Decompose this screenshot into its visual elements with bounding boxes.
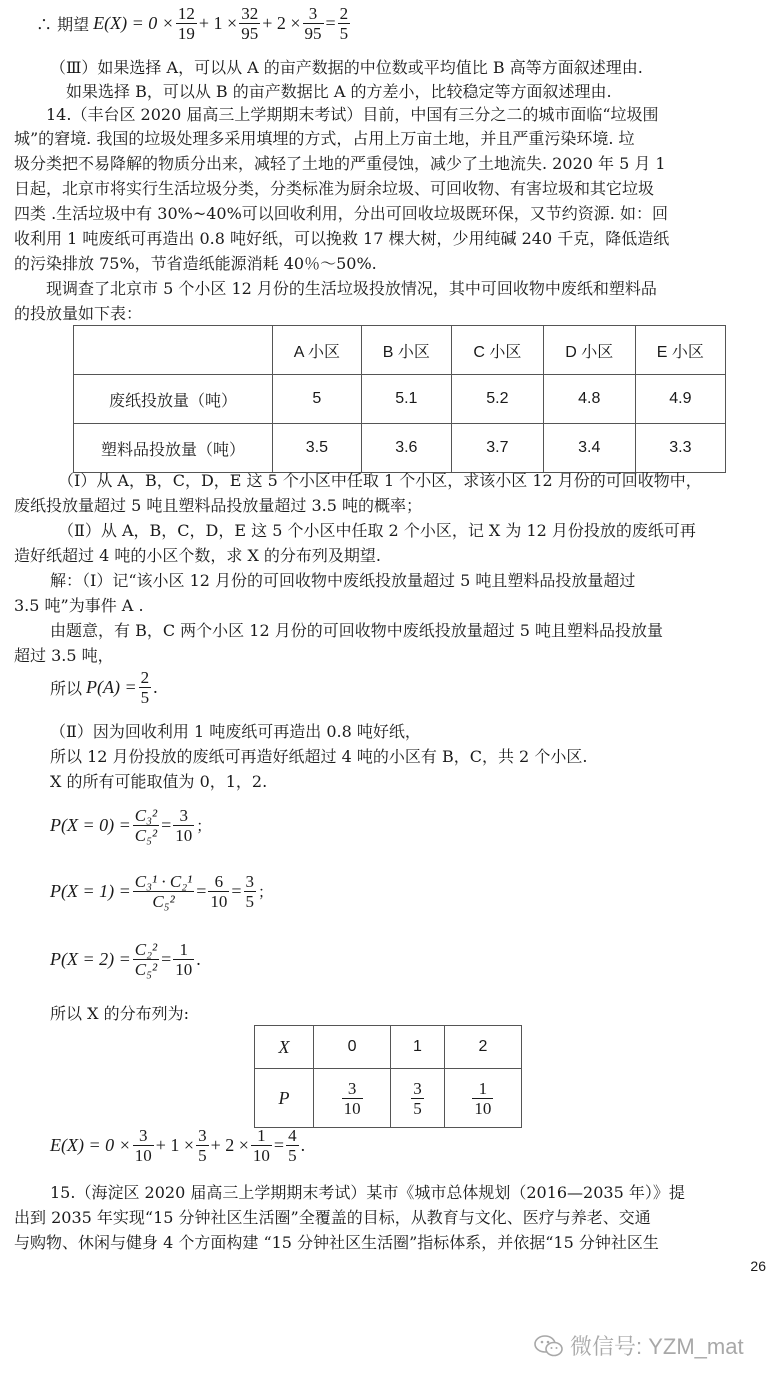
fraction: $\frac{4}{5}$	[288, 1126, 297, 1165]
period: .	[196, 949, 201, 969]
table-cell	[444, 1069, 521, 1128]
table-row	[74, 375, 726, 424]
q14-line-9: 的投放量如下表：	[14, 304, 143, 323]
punctuation: ；	[258, 883, 274, 901]
px2-equation	[50, 940, 201, 979]
solution-part2-line-1: （Ⅱ）因为回收利用 1 吨废纸可再造出 0.8 吨好纸，	[50, 722, 421, 741]
equation-lhs: P(X = 0) =	[50, 815, 131, 835]
q15-line-1: 15.（海淀区 2020 届高三上学期期末考试）某市《城市总体规划（2016—2035 年）》提	[50, 1183, 685, 1202]
fraction: $\frac{3}{10}$	[134, 1126, 152, 1165]
punctuation: ；	[196, 817, 212, 835]
solution-part2-line-2: 所以 12 月份投放的废纸可再造好纸超过 4 吨的小区有 B，C，共 2 个小区.	[50, 747, 588, 766]
table-cell: B 小区	[361, 326, 451, 375]
operator: + 2 ×	[262, 13, 301, 33]
equation-lhs: P(X = 1) =	[50, 881, 131, 901]
table-cell: 5	[273, 375, 362, 424]
operator: =	[161, 815, 172, 835]
fraction: $\frac{\text{C₂²}}{\text{C₅²}}$	[134, 940, 158, 979]
fraction: $\frac{2}{5}$	[140, 668, 150, 707]
q14-part2-line-2: 造好纸超过 4 吨的小区个数，求 X 的分布列及期望.	[14, 546, 382, 565]
fraction: $\frac{3}{10}$	[343, 1078, 361, 1118]
q14-line-7: 的污染排放 75%，节省造纸能源消耗 40％～50%.	[14, 254, 377, 273]
px1-equation	[50, 872, 273, 911]
table-row	[255, 1069, 522, 1128]
table-cell: E 小区	[635, 326, 725, 375]
watermark-text: 微信号: YZM_mat	[570, 1334, 744, 1359]
fraction: $\frac{3}{95}$	[304, 4, 322, 43]
fraction: $\frac{12}{19}$	[177, 4, 195, 43]
fraction: $\frac{2}{5}$	[339, 4, 349, 43]
q14-part2-line-1: （Ⅱ）从 A，B，C，D，E 这 5 个小区中任取 2 个小区，记 X 为 12 月份投放的废纸可再	[58, 521, 696, 540]
fraction: $\frac{3}{5}$	[245, 872, 255, 911]
watermark	[534, 1330, 744, 1361]
solution-part2-line-3: X 的所有可能取值为 0，1，2.	[50, 772, 268, 791]
table-cell: 3.5	[273, 424, 362, 473]
q14-line-2: 城”的窘境. 我国的垃圾处理多采用填埋的方式，占用上万亩土地，并且严重污染环境. 垃	[14, 129, 635, 148]
waste-table	[73, 325, 726, 473]
part3-option-b: 如果选择 B，可以从 B 的亩产数据比 A 的方差小，比较稳定等方面叙述理由.	[66, 82, 612, 101]
q15-line-3: 与购物、休闲与健身 4 个方面构建 “15 分钟社区生活圈”指标体系，并依据“15 分钟社区生	[14, 1233, 659, 1252]
table-cell	[391, 1069, 445, 1128]
fraction: $\frac{3}{10}$	[175, 806, 193, 845]
period: .	[300, 1135, 306, 1155]
part3-option-a: （Ⅲ）如果选择 A，可以从 A 的亩产数据的中位数或平均值比 B 高等方面叙述理由.	[50, 58, 643, 77]
q15-line-2: 出到 2035 年实现“15 分钟社区生活圈”全覆盖的目标，从教育与文化、医疗与养老、交通	[14, 1208, 651, 1227]
fraction: $\frac{1}{10}$	[175, 940, 193, 979]
operator: + 1 ×	[155, 1135, 195, 1155]
table-cell: D 小区	[543, 326, 635, 375]
fraction: $\frac{\text{C₃²}}{\text{C₅²}}$	[134, 806, 158, 845]
expectation-x-equation	[50, 1126, 305, 1165]
wechat-icon	[534, 1334, 564, 1358]
fraction: $\frac{6}{10}$	[210, 872, 228, 911]
table-cell: 0	[314, 1026, 391, 1069]
period: .	[153, 677, 158, 697]
table-row	[74, 424, 726, 473]
table-header-row	[74, 326, 726, 375]
operator: =	[196, 881, 207, 901]
fraction: $\frac{1}{10}$	[252, 1126, 270, 1165]
table-cell: X	[255, 1026, 314, 1069]
distribution-intro: 所以 X 的分布列为:	[50, 1004, 189, 1023]
table-cell: 4.9	[635, 375, 725, 424]
fraction: $\frac{32}{95}$	[241, 4, 259, 43]
solution-part1-line-3: 由题意，有 B，C 两个小区 12 月份的可回收物中废纸投放量超过 5 吨且塑料品投放量	[50, 621, 664, 640]
table-cell: 1	[391, 1026, 445, 1069]
q14-part1-line-1: （Ⅰ）从 A，B，C，D，E 这 5 个小区中任取 1 个小区，求该小区 12 月份的可回收物中，	[58, 471, 702, 490]
table-cell: C 小区	[451, 326, 543, 375]
table-cell: 3.4	[543, 424, 635, 473]
table-cell: 2	[444, 1026, 521, 1069]
solution-part1-line-2: 3.5 吨”为事件 A .	[14, 596, 144, 615]
table-cell	[314, 1069, 391, 1128]
table-cell: 废纸投放量（吨）	[74, 375, 273, 424]
page-number: 26	[750, 1258, 766, 1274]
table-cell: P	[255, 1069, 314, 1128]
expectation-equation	[36, 4, 352, 43]
equation-lhs: P(A) =	[86, 677, 137, 697]
expectation-lhs: E(X) = 0 ×	[93, 13, 174, 33]
operator: + 1 ×	[198, 13, 238, 33]
so-label: 所以	[50, 679, 83, 698]
q14-line-8: 现调查了北京市 5 个小区 12 月份的生活垃圾投放情况，其中可回收物中废纸和塑料品	[46, 279, 657, 298]
table-cell: 5.1	[361, 375, 451, 424]
solution-part1-line-1: 解：（Ⅰ）记“该小区 12 月份的可回收物中废纸投放量超过 5 吨且塑料品投放量超过	[50, 571, 636, 590]
q14-line-3: 圾分类把不易降解的物质分出来，减轻了土地的严重侵蚀，减少了土地流失. 2020 年 5 月 1	[14, 154, 666, 173]
fraction: $\frac{3}{5}$	[198, 1126, 207, 1165]
operator: =	[325, 13, 336, 33]
fraction: $\frac{1}{10}$	[474, 1078, 492, 1118]
equation-lhs: P(X = 2) =	[50, 949, 131, 969]
fraction: $\frac{3}{5}$	[413, 1078, 422, 1118]
equation-lhs: E(X) = 0 ×	[50, 1135, 131, 1155]
table-cell: 塑料品投放量（吨）	[74, 424, 273, 473]
probability-a-equation	[50, 668, 158, 707]
table-row	[255, 1026, 522, 1069]
px0-equation	[50, 806, 211, 845]
q14-part1-line-2: 废纸投放量超过 5 吨且塑料品投放量超过 3.5 吨的概率；	[14, 496, 422, 515]
solution-part1-line-4: 超过 3.5 吨，	[14, 646, 114, 665]
table-cell	[74, 326, 273, 375]
table-cell: 4.8	[543, 375, 635, 424]
table-cell: 3.6	[361, 424, 451, 473]
operator: + 2 ×	[210, 1135, 249, 1155]
table-cell: 5.2	[451, 375, 543, 424]
q14-line-4: 日起，北京市将实行生活垃圾分类，分类标准为厨余垃圾、可回收物、有害垃圾和其它垃圾	[14, 179, 655, 198]
q14-line-5: 四类 .生活垃圾中有 30%~40%可以回收利用，分出可回收垃圾既环保，又节约资源. 如：回	[14, 204, 668, 223]
q14-line-1: 14.（丰台区 2020 届高三上学期期末考试）目前，中国有三分之二的城市面临“垃圾围	[46, 105, 659, 124]
q14-line-6: 收利用 1 吨废纸可再造出 0.8 吨好纸，可以挽救 17 棵大树，少用纯碱 240 千克，降低造纸	[14, 229, 670, 248]
distribution-table	[254, 1025, 522, 1128]
expectation-prefix: ∴ 期望	[36, 15, 90, 34]
operator: =	[273, 1135, 285, 1155]
fraction: $\frac{\text{C₃¹ · C₂¹}}{\text{C₅²}}$	[134, 872, 193, 911]
table-cell: 3.7	[451, 424, 543, 473]
table-cell: A 小区	[273, 326, 362, 375]
operator: =	[231, 881, 242, 901]
table-cell: 3.3	[635, 424, 725, 473]
operator: =	[161, 949, 172, 969]
